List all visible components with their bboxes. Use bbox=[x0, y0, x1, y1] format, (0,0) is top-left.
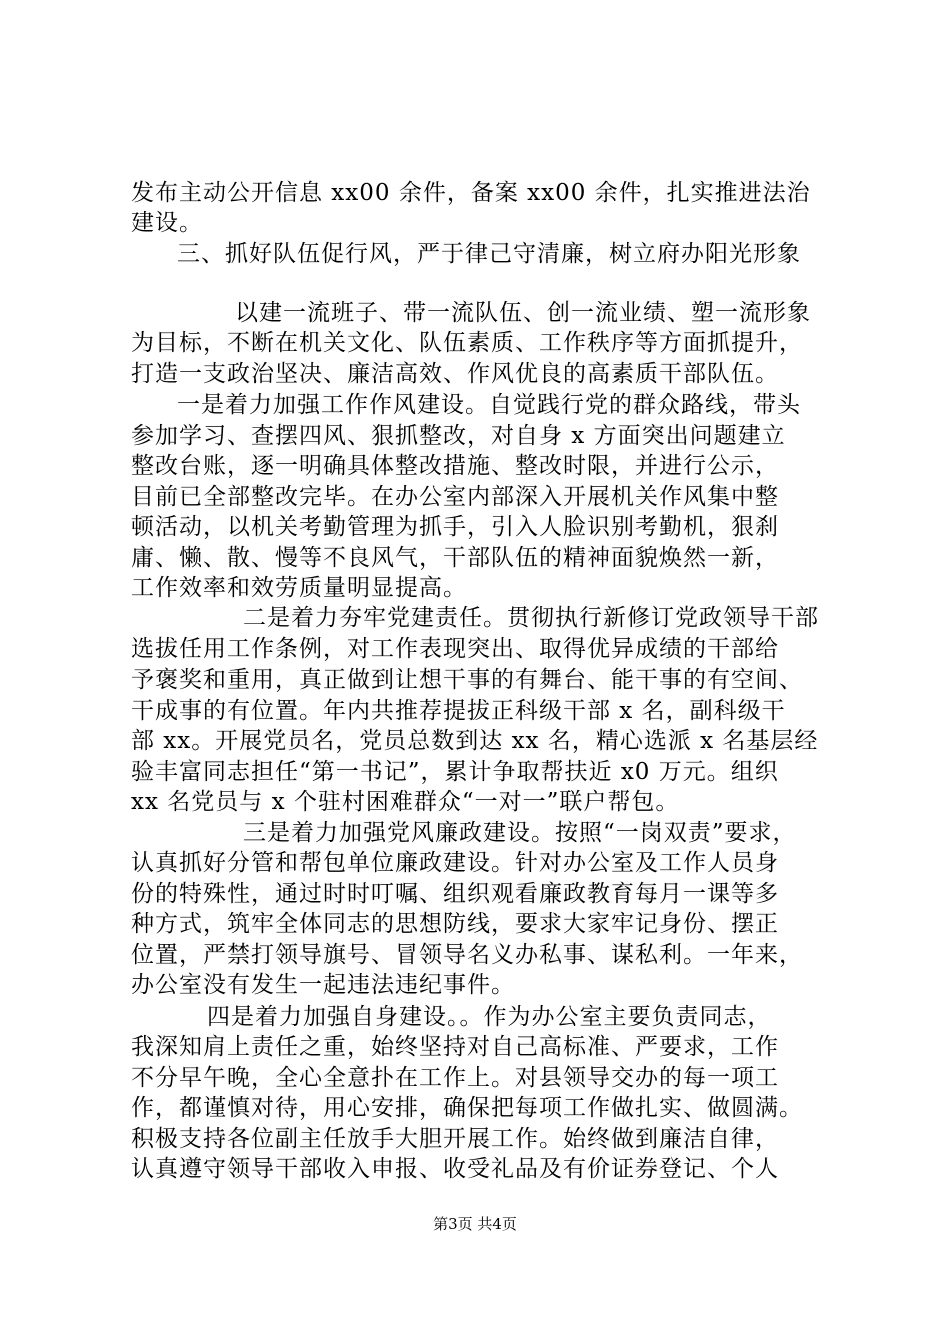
text-line: 四是着力加强自身建设。。作为办公室主要负责同志， bbox=[207, 1004, 772, 1030]
text-line: 选拔任用工作条例，对工作表现突出、取得优异成绩的干部给 bbox=[131, 636, 779, 662]
text-line: 认真抓好分管和帮包单位廉政建设。针对办公室及工作人员身 bbox=[131, 850, 779, 876]
text-line: 积极支持各位副主任放手大胆开展工作。始终做到廉洁自律， bbox=[131, 1126, 779, 1152]
text-line: 办公室没有发生一起违法违纪事件。 bbox=[131, 972, 515, 998]
text-line: 打造一支政治坚决、廉洁高效、作风优良的高素质干部队伍。 bbox=[131, 361, 779, 387]
text-line: 份的特殊性，通过时时叮嘱、组织观看廉政教育每月一课等多 bbox=[131, 881, 779, 907]
text-line: 以建一流班子、带一流队伍、创一流业绩、塑一流形象 bbox=[235, 300, 811, 326]
text-line: 部 xx。开展党员名，党员总数到达 xx 名，精心选派 x 名基层经 bbox=[131, 728, 819, 754]
text-line: 二是着力夯牢党建责任。贯彻执行新修订党政领导干部 bbox=[243, 605, 819, 631]
text-line: 目前已全部整改完毕。在办公室内部深入开展机关作风集中整 bbox=[131, 484, 779, 510]
text-line: 三是着力加强党风廉政建设。按照“一岗双责”要求， bbox=[243, 820, 797, 846]
text-line: 整改台账，逐一明确具体整改措施、整改时限，并进行公示， bbox=[131, 453, 779, 479]
text-line: 位置，严禁打领导旗号、冒领导名义办私事、谋私利。一年来， bbox=[131, 942, 803, 968]
text-line: 参加学习、查摆四风、狠抓整改，对自身 x 方面突出问题建立 bbox=[131, 423, 786, 449]
text-line: 工作效率和效劳质量明显提高。 bbox=[131, 575, 467, 601]
text-line: 验丰富同志担任“第一书记”，累计争取帮扶近 x0 万元。组织 bbox=[131, 759, 779, 785]
section-heading: 三、抓好队伍促行风，严于律己守清廉，树立府办阳光形象 bbox=[177, 241, 801, 267]
page-number: 第3页 共4页 bbox=[433, 1215, 517, 1233]
text-line: 顿活动，以机关考勤管理为抓手，引入人脸识别考勤机，狠刹 bbox=[131, 514, 779, 540]
text-line: 建设。 bbox=[131, 210, 203, 236]
text-line: xx 名党员与 x 个驻村困难群众“一对一”联户帮包。 bbox=[131, 789, 680, 815]
text-line: 庸、懒、散、慢等不良风气，干部队伍的精神面貌焕然一新， bbox=[131, 545, 779, 571]
text-line: 干成事的有位置。年内共推荐提拔正科级干部 x 名，副科级干 bbox=[131, 698, 786, 724]
text-line: 认真遵守领导干部收入申报、收受礼品及有价证券登记、个人 bbox=[131, 1156, 779, 1182]
text-line: 为目标，不断在机关文化、队伍素质、工作秩序等方面抓提升， bbox=[131, 330, 803, 356]
text-line: 我深知肩上责任之重，始终坚持对自己高标准、严要求，工作 bbox=[131, 1034, 779, 1060]
text-line: 一是着力加强工作作风建设。自觉践行党的群众路线，带头 bbox=[177, 392, 801, 418]
text-line: 作，都谨慎对待，用心安排，确保把每项工作做扎实、做圆满。 bbox=[131, 1095, 803, 1121]
text-line: 种方式，筑牢全体同志的思想防线，要求大家牢记身份、摆正 bbox=[131, 911, 779, 937]
text-line: 发布主动公开信息 xx00 余件，备案 xx00 余件，扎实推进法治 bbox=[131, 180, 811, 206]
text-line: 不分早午晚，全心全意扑在工作上。对县领导交办的每一项工 bbox=[131, 1065, 779, 1091]
text-line: 予褒奖和重用，真正做到让想干事的有舞台、能干事的有空间、 bbox=[131, 667, 803, 693]
